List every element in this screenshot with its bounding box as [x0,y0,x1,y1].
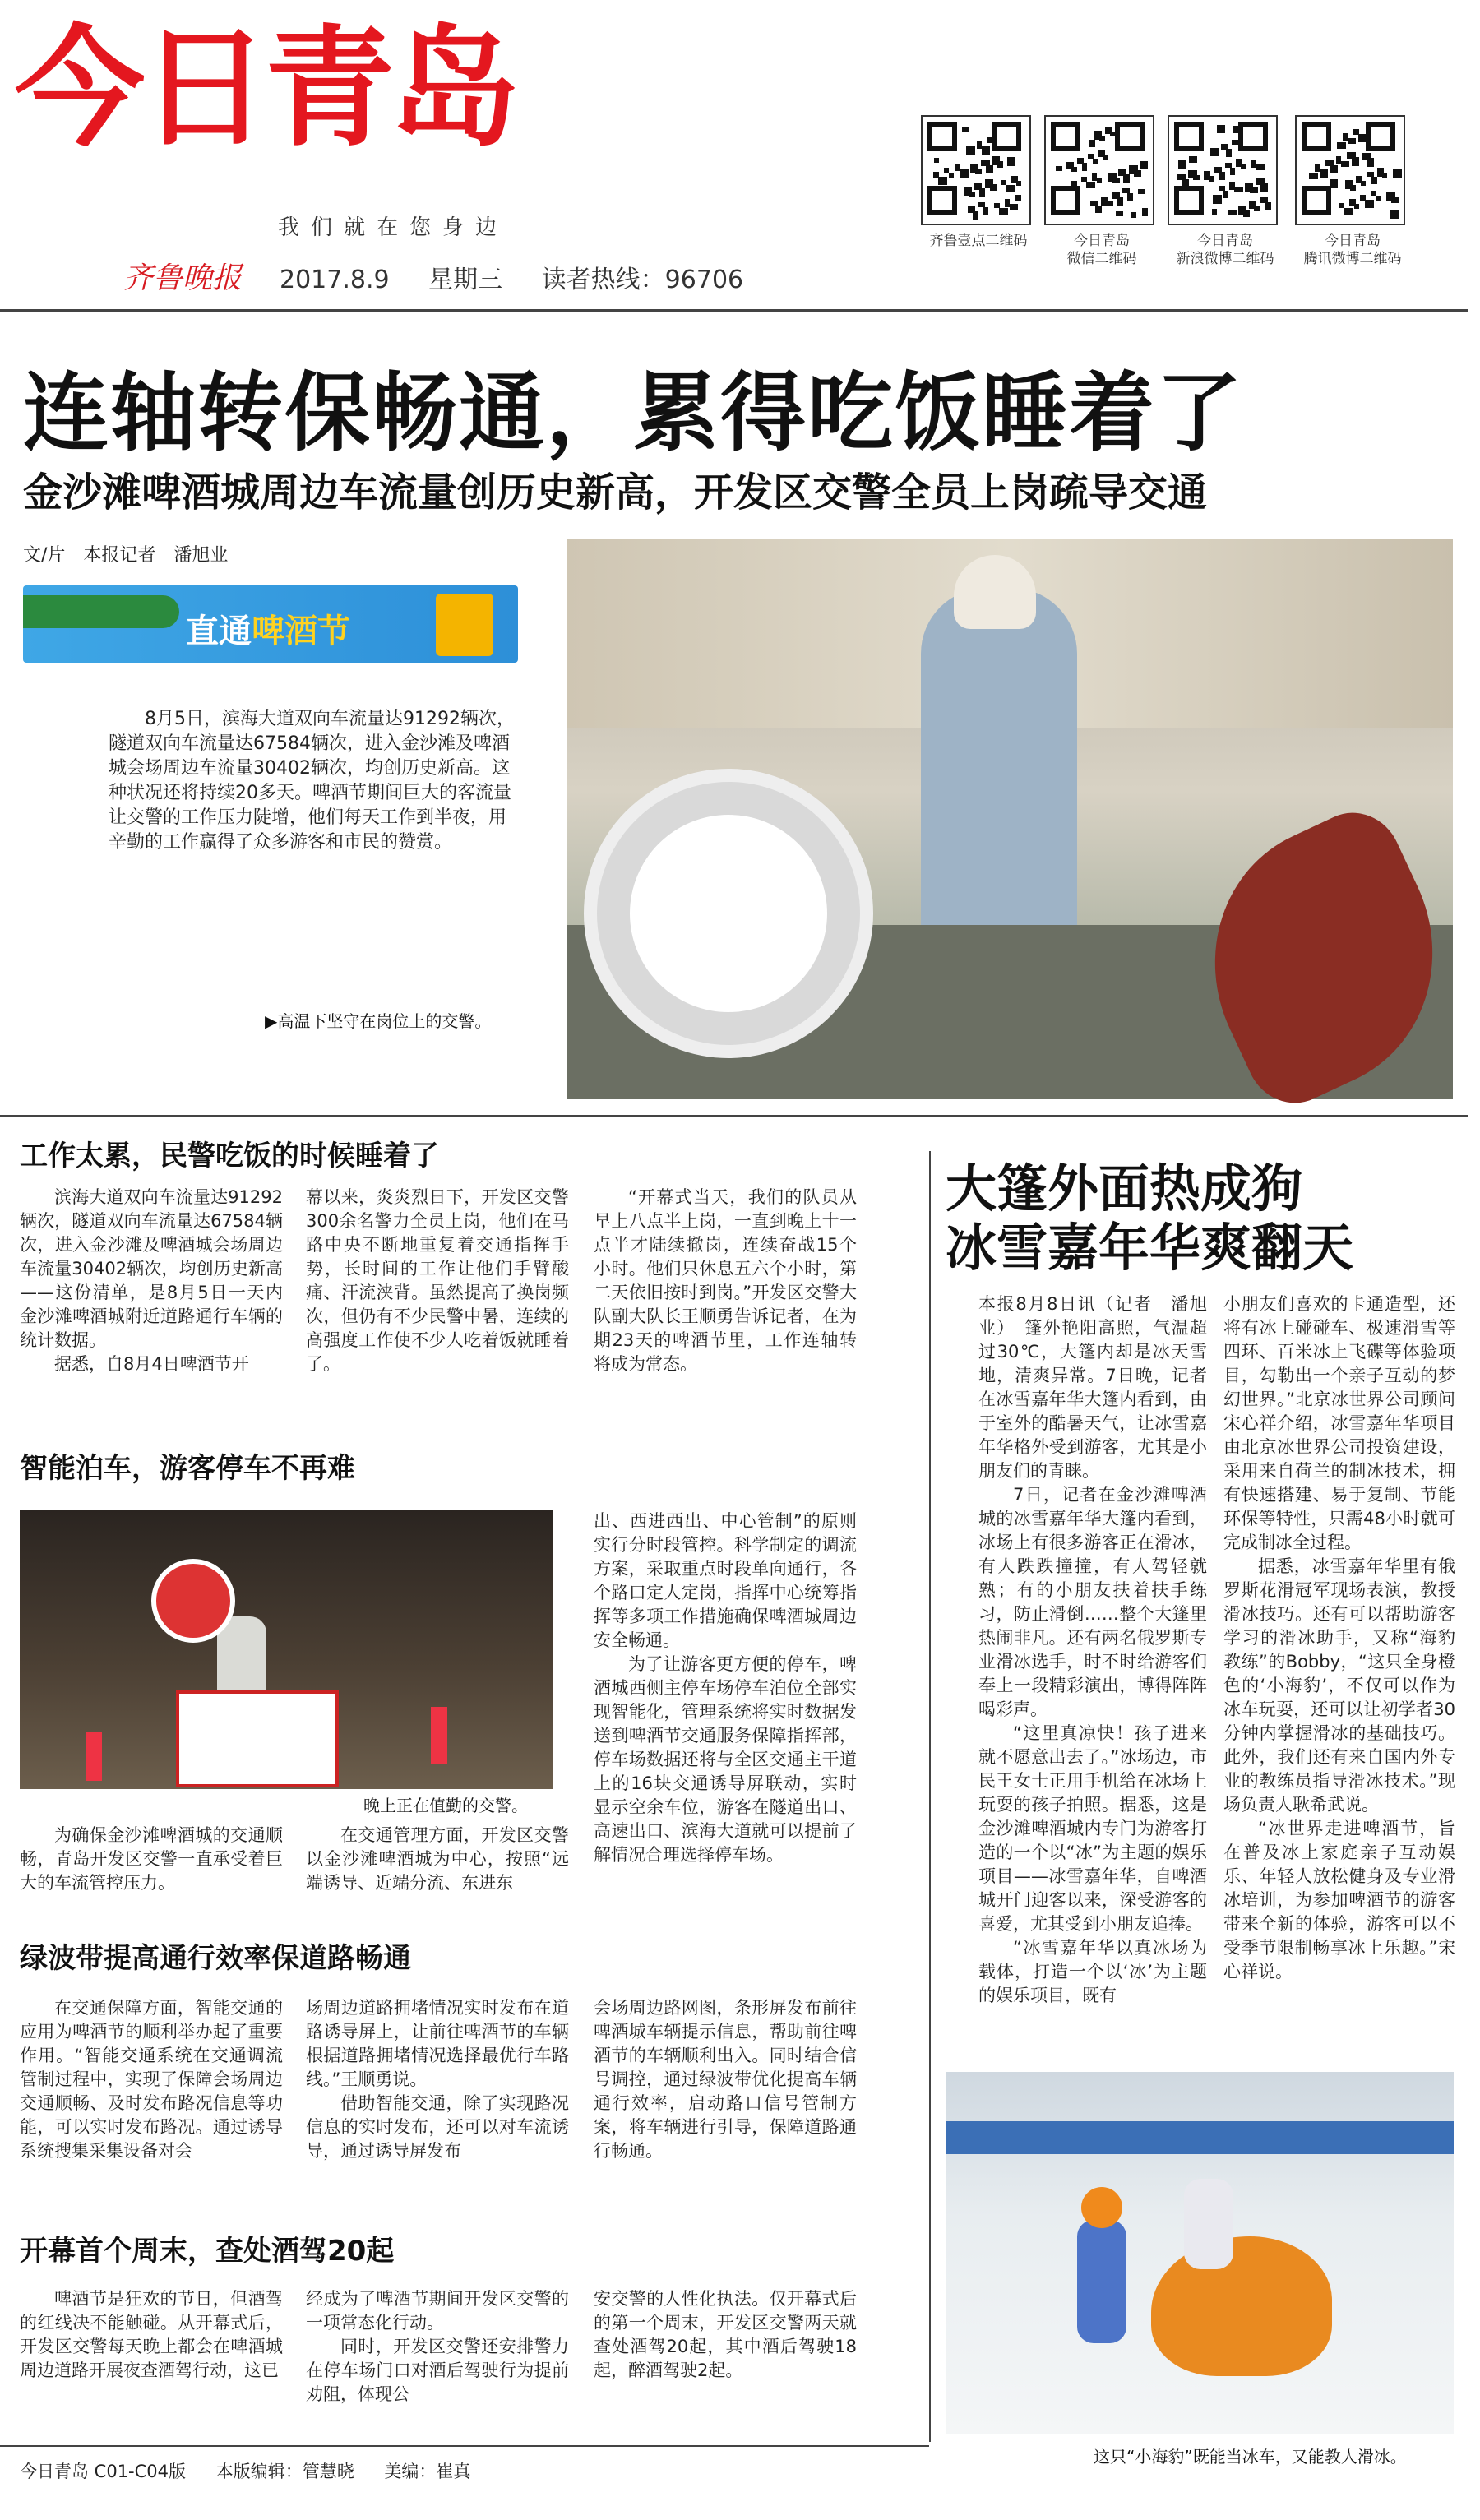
section4-col1: 啤酒节是狂欢的节日，但酒驾的红线决不能触碰。从开幕式后，开发区交警每天晚上都会在啤酒城周边道路开展夜查酒驾行动，这已 [20,2289,283,2380]
qr-module [1367,158,1374,167]
qr-module [999,208,1008,215]
photo-caption-night: 晚上正在值勤的交警。 [363,1796,528,1815]
qr-module [1226,149,1232,157]
qr-module [960,169,969,178]
qr-module [1330,179,1338,188]
qr-module [1117,197,1123,206]
footer-designer: 美编：崔真 [384,2462,471,2481]
qr-module [934,158,939,163]
masthead-title: 今日青岛 [15,13,515,164]
qr-module [1243,210,1250,217]
qr-module [1127,193,1133,201]
footer-divider [0,2445,929,2447]
qr-module [969,192,975,197]
qr-module [1134,170,1141,177]
qr-module [979,188,985,197]
qr-finder-mark [1115,122,1145,151]
lead-headline: 连轴转保畅通，累得吃饭睡着了 [23,363,1244,463]
section1-col1: 滨海大道双向车流量达91292辆次，隧道双向车流量达67584辆次，进入金沙滩及啤酒城会场周边车流量30402辆次，均创历史新高——这份清单，是8月5日一天内金沙滩啤酒城附近道路通行车辆的统计数据。 据悉，自8月4日啤酒节开 [20,1187,283,1374]
qr-module [1103,155,1108,160]
qr-module [1341,161,1349,167]
qr-code-icon [1168,115,1278,225]
qr-module [1082,163,1087,171]
qr-finder-mark [927,122,957,151]
reader-hotline: 读者热线：96706 [541,266,744,294]
lead-byline: 文/片 本报记者 潘旭业 [23,545,229,566]
qr-module [1371,177,1377,184]
section2-col1: 为确保金沙滩啤酒城的交通顺畅，青岛开发区交警一直承受着巨大的车流管控压力。 [20,1825,283,1893]
qr-module [975,169,982,174]
qr-module [1007,157,1015,166]
qr-module [1006,185,1015,192]
qr-module [987,137,997,143]
qr-module [1217,125,1225,133]
qr-module [983,207,988,215]
qr-module [1233,126,1240,133]
qr-module [1390,210,1399,219]
qr-module [1182,179,1189,187]
qr-finder-mark [1174,122,1204,151]
section2-col2: 在交通管理方面，开发区交警以金沙滩啤酒城为中心，按照“远端诱导、近端分流、东进东 [306,1825,569,1893]
section2-col-right: 出、西进西出、中心管制”的原则实行分时段管控。科学制定的调流方案，采取重点时段单向通行，各个路口定人定岗，指挥中心统筹指挥等多项工作措施确保啤酒城周边安全畅通。 为了让游客更方便的停车，啤酒城西侧主停车场停车泊位全部实现智能化，管理系统将实时数据发送到啤酒节交通服务保障指挥部，停车场数据还将与全区交通主干道上的16块交通诱导屏联动，实时显示空余车位，游客在隧道出口、高速出口、滨海大道就可以提前了解情况合理选择停车场。 [594,1511,857,1865]
banner-text: 直通啤酒节 [186,613,350,650]
qr-module [949,173,954,178]
qr-module [1056,166,1062,171]
qr-code-tencent-weibo[interactable] [1295,115,1410,268]
qr-module [1309,173,1318,179]
qr-module [1116,211,1123,216]
section-title-work-tired: 工作太累，民警吃饭的时候睡着了 [20,1140,439,1172]
qr-module [1250,187,1258,193]
qr-module [1265,202,1271,210]
qr-code-icon [921,115,1031,225]
qr-module [1352,157,1359,166]
paper-name: 齐鲁晚报 [123,261,243,295]
section3-col2: 场周边道路拥堵情况实时发布在道路诱导屏上，让前往啤酒节的车辆根据道路拥堵情况选择最优行车路线。”王顺勇说。 借助智能交通，除了实现路况信息的实时发布，还可以对车流诱导，通过诱导屏发布 [306,1998,569,2161]
qr-module [1178,160,1186,169]
section4-col2: 经成为了啤酒节期间开发区交警的一项常态化行动。 同时，开发区交警还安排警力在停车场门口对酒后驾驶行为提前劝阻，体现公 [306,2289,569,2404]
qr-module [1010,204,1018,210]
qr-module [1131,212,1136,218]
qr-label: 今日青岛 新浪微博二维码 [1176,233,1274,267]
qr-module [1348,138,1356,144]
sidebar-title-line1: 大篷外面热成狗 [946,1158,1303,1218]
section3-col1: 在交通保障方面，智能交通的应用为啤酒节的顺利举办起了重要作用。“智能交通系统在交通调流管制过程中，实现了保障会场周边交通顺畅、及时发布路况信息等功能，可以实时发布路况。通过诱导系统搜集采集设备对会 [20,1998,283,2161]
qr-module [1337,142,1346,149]
masthead-slogan: 我们就在您身边 [278,215,509,240]
section-title-green-wave: 绿波带提高通行效率保道路畅通 [20,1942,411,1975]
qr-module [982,146,990,155]
qr-module [997,161,1003,168]
qr-module [1391,197,1399,203]
beer-bottle-icon [23,595,179,628]
sidebar-colA: 本报8月8日讯（记者 潘旭业） 篷外艳阳高照，气温超过30℃，大篷内却是冰天雪地，清爽异常。7日晚，记者在冰雪嘉年华大篷内看到，由于室外的酷暑天气，让冰雪嘉年华格外受到游客，尤其是小朋友们的青睐。 7日，记者在金沙滩啤酒城的冰雪嘉年华大篷内看到，冰场上有很多游客正在滑冰，有人跌跌撞撞，有人驾轻就熟；有的小朋友扶着扶手练习，防止滑倒……整个大篷里热闹非凡。还有两名俄罗斯专业滑冰选手，时不时给游客们奉上一段精彩演出，博得阵阵喝彩声。 “这里真凉快！孩子进来就不愿意出去了。”冰场边，市民王女士正用手机给在冰场上玩耍的孩子拍照。据悉，这是金沙滩啤酒城内专门为游客打造的一个以“冰”为主题的娱乐项目——冰雪嘉年华，自啤酒城开门迎客以来，深受游客的喜爱，尤其受到小朋友追捧。 “冰雪嘉年华以真冰场为载体，打造一个以‘冰’为主题的娱乐项目，既有 [978,1294,1207,2005]
section-divider [0,1115,1468,1117]
photo-ice-skating [946,2072,1454,2434]
sidebar-divider [929,1151,931,2442]
masthead-divider [0,309,1468,312]
qr-module [1110,132,1115,136]
qr-module [1260,183,1268,192]
footer-editor: 本版编辑：管慧晓 [215,2462,354,2481]
sidebar-colB: 小朋友们喜欢的卡通造型，还将有冰上碰碰车、极速滑雪等四环、百米冰上飞碟等体验项目，勾勒出一个亲子互动的梦幻世界。”北京冰世界公司顾问宋心祥介绍，冰雪嘉年华项目由北京冰世界公司投资建设，采用来自荷兰的制冰技术，拥有快速搭建、易于复制、节能环保等特性，只需48小时就可完成制冰全过程。 据悉，冰雪嘉年华里有俄罗斯花滑冠军现场表演，教授滑冰技巧。还有可以帮助游客学习的滑冰助手，又称“海豹教练”的Bobby，“这只全身橙色的‘小海豹’，不仅可以作为冰车玩耍，还可以让初学者30分钟内掌握滑冰的基础技巧。此外，我们还有来自国内外专业的教练员指导滑冰技术。”现场负责人耿希武说。 “冰世界走进啤酒节，旨在普及冰上家庭亲子互动娱乐、年轻人放松健身及专业滑冰培训，为参加啤酒节的游客带来全新的体验，游客可以不受季节限制畅享冰上乐趣。”宋心祥说。 [1223,1294,1455,1981]
section3-col3: 会场周边路网图，条形屏发布前往啤酒城车辆提示信息，帮助前往啤酒节的车辆顺利出入。同时结合信号调控，通过绿波带优化提高车辆通行效率，启动路口信号管制方案，将车辆进行引导，保障道路通行畅通。 [594,1998,857,2161]
qr-module [1234,187,1243,192]
beer-mug-icon [436,594,493,656]
qr-code-qilu[interactable] [921,115,1036,250]
qr-module [1330,165,1338,173]
lead-subhead: 金沙滩啤酒城周边车流量创历史新高，开发区交警全员上岗疏导交通 [23,469,1208,516]
qr-code-icon [1295,115,1405,225]
qr-module [1086,182,1095,188]
section-title-smart-parking: 智能泊车，游客停车不再难 [20,1452,355,1485]
qr-module [1193,175,1200,180]
dateline [280,259,775,295]
qr-module [1071,167,1077,172]
qr-module [1097,178,1102,183]
qr-module [990,184,997,191]
qr-module [1354,204,1359,209]
qr-label: 今日青岛 微信二维码 [1066,233,1137,267]
qr-module [1071,181,1077,187]
qr-module [1099,136,1105,141]
qr-module [1140,161,1148,169]
qr-finder-mark [992,122,1021,151]
qr-finder-mark [1366,122,1395,151]
qr-module [1016,181,1021,186]
photo-caption-seal: 这只“小海豹”既能当冰车，又能教人滑冰。 [1094,2447,1407,2467]
photo-night-police [20,1510,553,1789]
footer-edition: 今日青岛 C01-C04版 [20,2462,187,2481]
qr-module [986,165,993,173]
qr-code-icon [1044,115,1154,225]
qr-finder-mark [1238,122,1268,151]
qr-module [1382,173,1387,178]
qr-finder-mark [1051,186,1080,215]
qr-module [1142,208,1148,216]
qr-module [1112,178,1120,183]
qr-finder-mark [927,186,957,215]
qr-module [1213,195,1222,204]
qr-code-wechat[interactable] [1044,115,1159,268]
qr-module [1219,172,1225,180]
qr-finder-mark [1302,186,1331,215]
qr-finder-mark [1051,122,1080,151]
qr-module [1212,209,1217,215]
qr-module [962,127,969,132]
qr-label: 齐鲁壹点二维码 [929,233,1028,249]
photo-caption-police: ▶高温下坚守在岗位上的交警。 [265,1011,492,1031]
qr-module [1123,174,1130,183]
qr-finder-mark [1302,122,1331,151]
qr-module [1241,164,1246,169]
section1-col2: 幕以来，炎炎烈日下，开发区交警300余名警力全员上岗，他们在马路中央不断地重复着交通指挥手势，长时间的工作让他们手臂酸痛、汗流浃背。虽然提高了换岗频次，但仍有不少民警中暑，连续的高强度工作使不少人吃着饭就睡着了。 [306,1187,569,1374]
qr-module [1344,208,1353,215]
qr-module [1106,201,1113,206]
qr-module [1393,169,1402,178]
qr-module [1093,159,1098,164]
qr-module [1361,181,1366,186]
qr-module [1210,148,1219,156]
qr-finder-mark [1174,186,1204,215]
section4-col3: 安交警的人性化执法。仅开幕式后的第一个周末，开发区交警两天就查处酒驾20起，其中酒后驾驶18起，醉酒驾驶2起。 [594,2289,857,2380]
issue-weekday: 星期三 [428,266,503,294]
qr-module [1256,164,1265,170]
qr-module [973,211,978,220]
sidebar-title-line2: 冰雪嘉年华爽翻天 [946,1218,1354,1278]
qr-module [1350,185,1356,191]
qr-module [1189,156,1197,163]
qr-module [1365,200,1374,208]
qr-module [938,177,947,185]
section1-col3: “开幕式当天，我们的队员从早上八点半上岗，一直到晚上十一点半才陆续撤岗，连续奋战15个小时。他们只休息五六个小时，第二天依旧按时到岗。”开发区交警大队副大队长王顺勇告诉记者，在为期23天的啤酒节里，工作连轴转将成为常态。 [594,1187,857,1374]
qr-module [1228,210,1237,215]
qr-module [1138,189,1145,194]
qr-module [1223,191,1228,198]
photo-police-thermometer [567,539,1453,1099]
section-title-drunk-driving: 开幕首个周末，查处酒驾20起 [20,2235,395,2268]
qr-module [1015,195,1021,201]
lead-lede: 8月5日，滨海大道双向车流量达91292辆次，隧道双向车流量达67584辆次，进入金沙滩及啤酒城会场周边车流量30402辆次，均创历史新高。这种状况还将持续20多天。啤酒节期间巨大的客流量让交警的工作压力陡增，他们每天工作到半夜，用辛勤的工作赢得了众多游客和市民的赞赏。 [109,709,515,853]
qr-module [1320,169,1328,178]
issue-date: 2017.8.9 [280,266,390,294]
footer [20,2458,495,2483]
qr-code-sina-weibo[interactable] [1168,115,1283,268]
qr-module [1232,140,1238,145]
qr-module [1358,134,1367,142]
beer-festival-banner [23,585,518,663]
qr-label: 今日青岛 腾讯微博二维码 [1303,233,1402,267]
qr-module [1254,206,1260,211]
qr-module [1095,206,1102,213]
qr-module [1376,196,1381,201]
qr-module [1209,176,1214,182]
qr-module [966,146,975,155]
qr-module [1230,168,1235,175]
qr-module [1089,140,1095,147]
